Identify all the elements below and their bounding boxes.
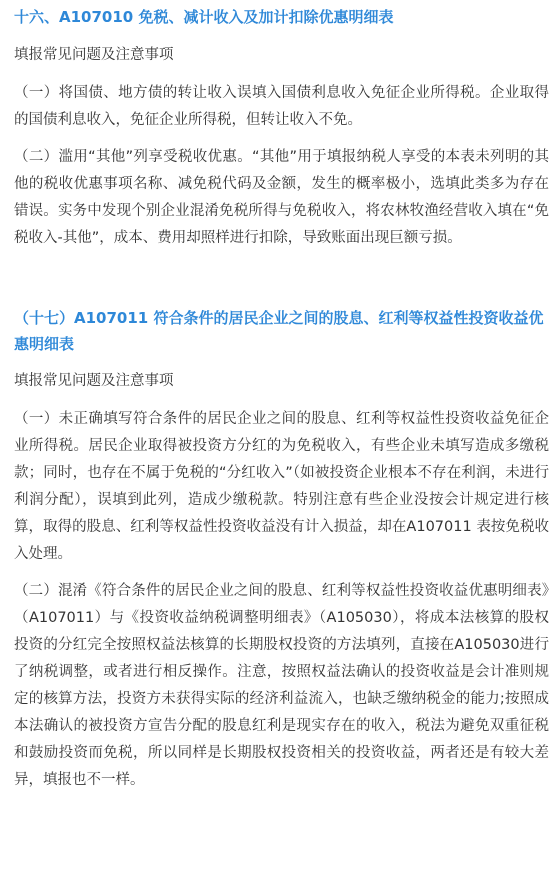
section-17-subheading: 填报常见问题及注意事项 <box>14 373 174 389</box>
section-16-title: 十六、A107010 免税、减计收入及加计扣除优惠明细表 <box>14 8 394 26</box>
section-16-subheading: 填报常见问题及注意事项 <box>14 47 174 63</box>
section-16-paragraph-2: （二）滥用“其他”列享受税收优惠。“其他”用于填报纳税人享受的本表未列明的其他的税收优惠事项名称、减免税代码及金额，发生的概率极小，选填此类多为存在错误。实务中发现个别企业混淆免税所得与免税收入，将农林牧渔经营收入填在“免税收入-其他”，成本、费用却照样进行扣除，导致账面出现巨额亏损。 <box>14 149 549 246</box>
section-17-paragraph-1: （一）未正确填写符合条件的居民企业之间的股息、红利等权益性投资收益免征企业所得税。居民企业取得被投资方分红的为免税收入，有些企业未填写造成多缴税款；同时，也存在不属于免税的“分红收入”（如被投资企业根本不存在利润，未进行利润分配），误填到此列，造成少缴税款。特别注意有些企业没按会计规定进行核算，取得的股息、红利等权益性投资收益没有计入损益，却在A107011 表按免税收入处理。 <box>14 411 549 562</box>
section-17-paragraph-2: （二）混淆《符合条件的居民企业之间的股息、红利等权益性投资收益优惠明细表》（A107011）与《投资收益纳税调整明细表》（A105030），将成本法核算的股权投资的分红完全按照权益法核算的长期股权投资的方法填列，直接在A105030进行了纳税调整，或者进行相反操作。注意，按照权益法确认的投资收益是会计准则规定的核算方法，投资方未获得实际的经济利益流入，也缺乏缴纳税金的能力;按照成本法确认的被投资方宣告分配的股息红利是现实存在的收入，税法为避免双重征税和鼓励投资而免税，所以同样是长期股权投资相关的投资收益，两者还是有较大差异，填报也不一样。 <box>14 583 549 788</box>
section-16-paragraph-1: （一）将国债、地方债的转让收入误填入国债利息收入免征企业所得税。企业取得的国债利息收入，免征企业所得税，但转让收入不免。 <box>14 85 549 128</box>
section-17-title: （十七）A107011 符合条件的居民企业之间的股息、红利等权益性投资收益优惠明细表 <box>14 309 544 353</box>
